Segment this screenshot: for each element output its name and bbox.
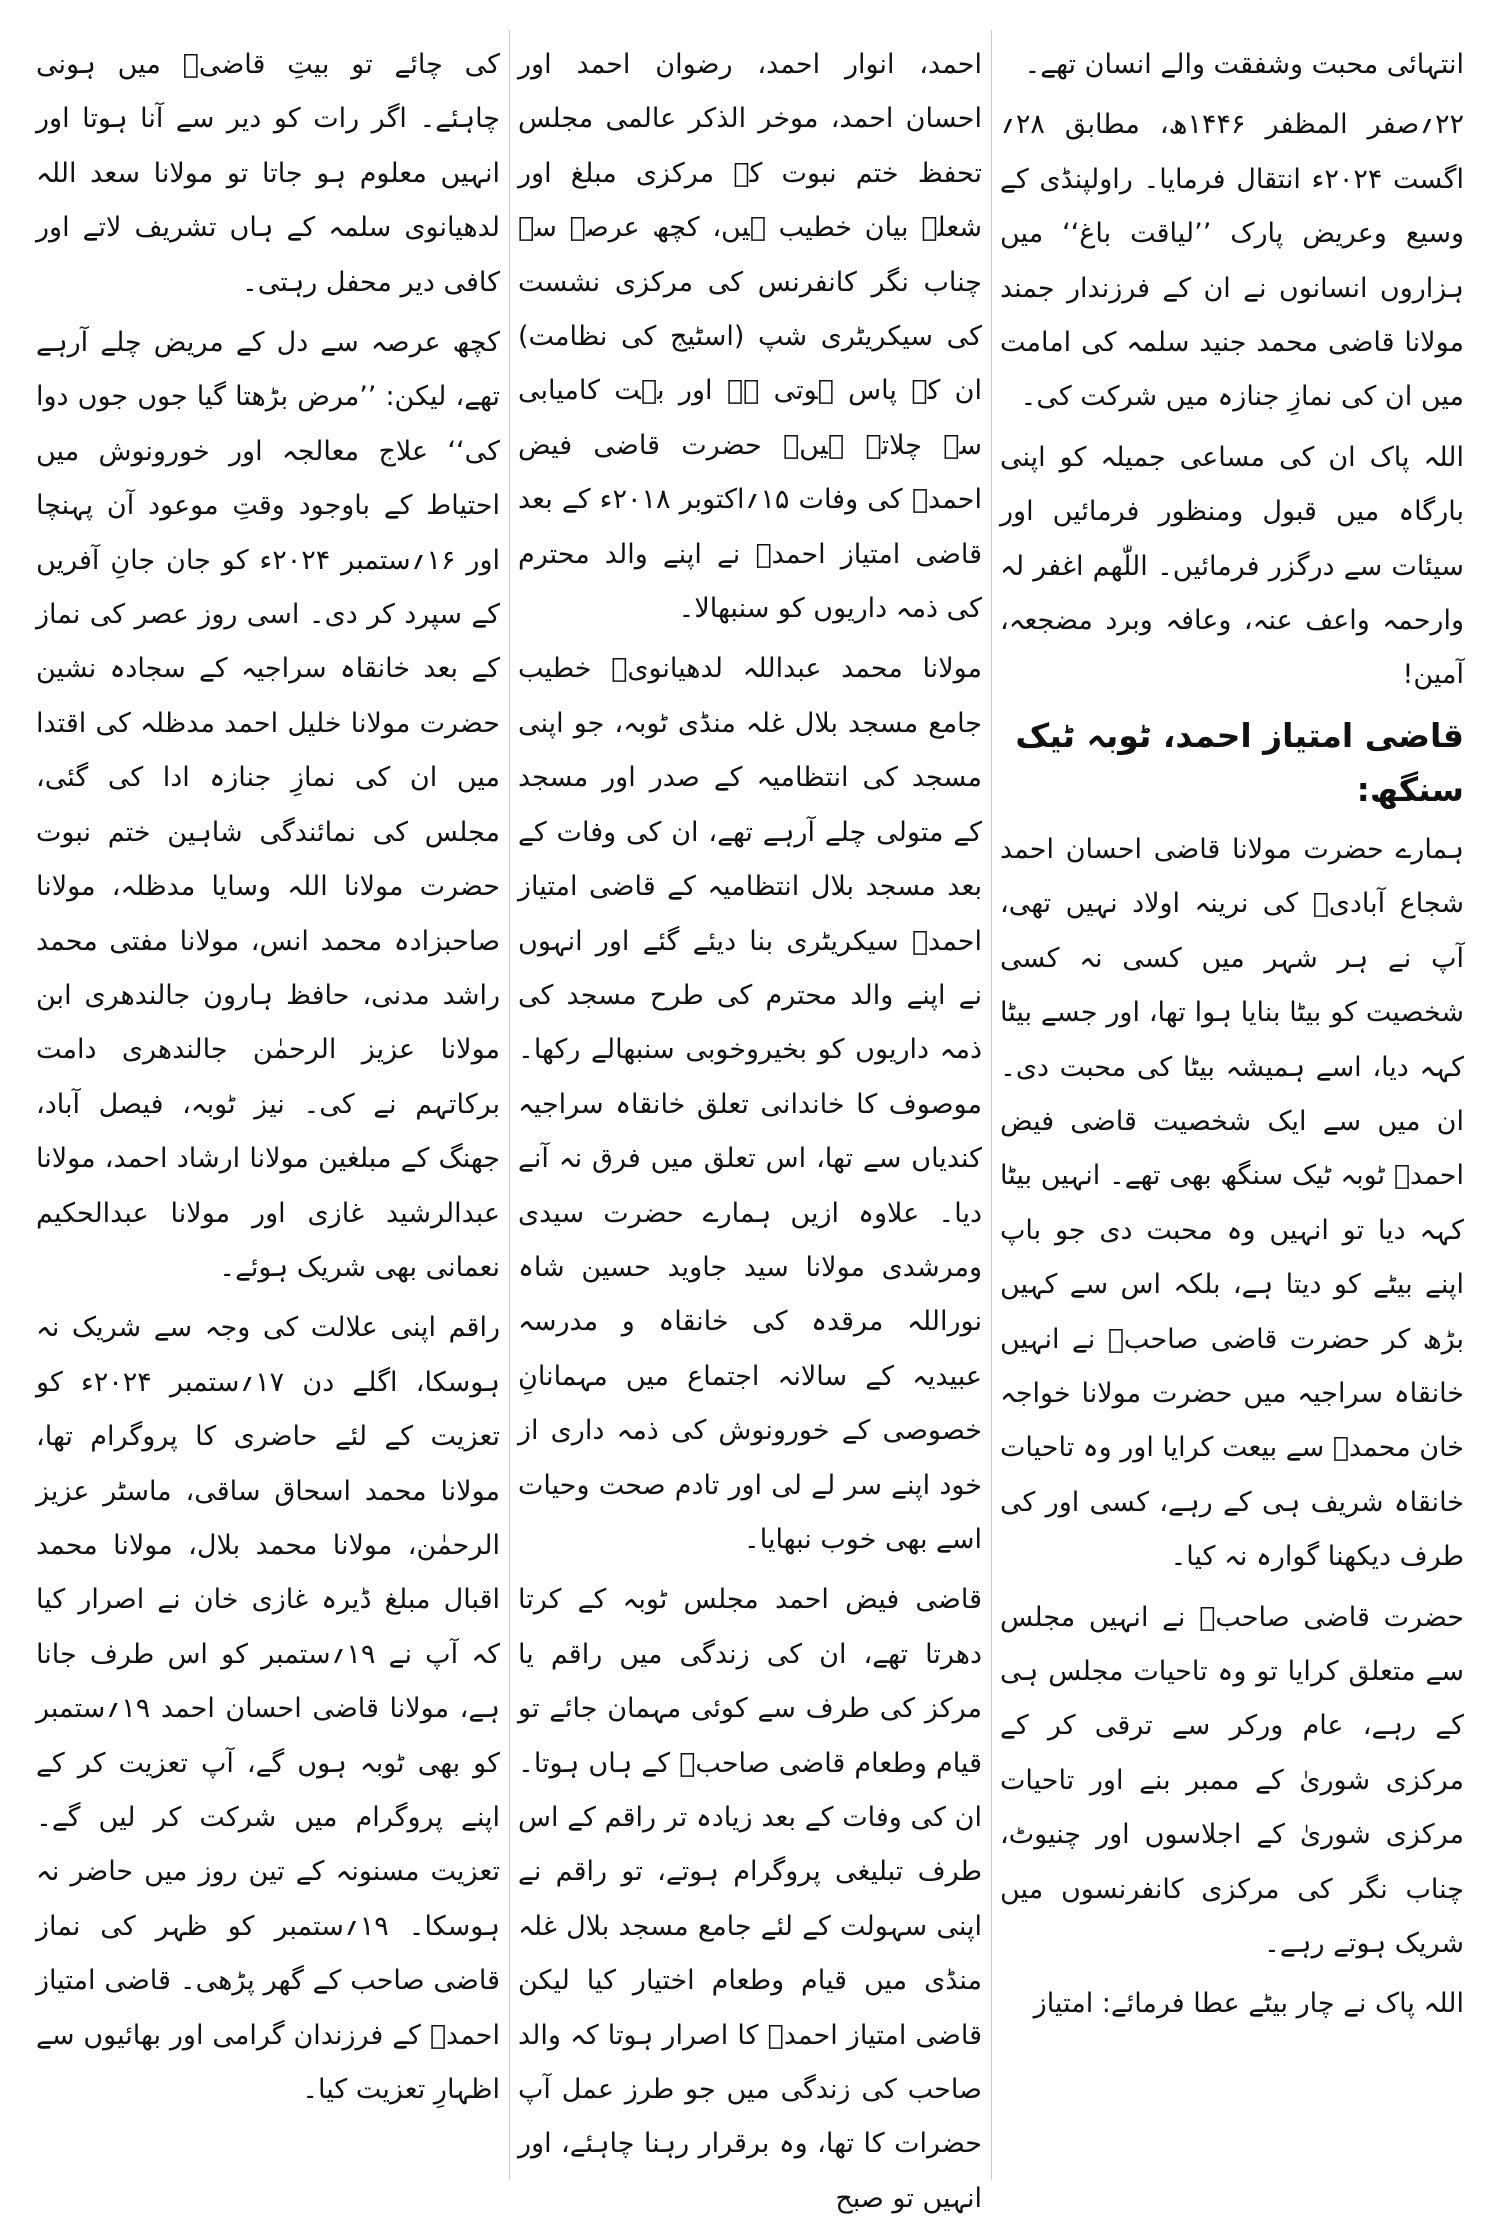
paragraph: ۲۲؍صفر المظفر ۱۴۴۶ھ، مطابق ۲۸؍ اگست ۲۰۲۴ء انتقال فرمایا۔ راولپنڈی کے وسیع وعریض پارک ’’لیاقت باغ‘‘ میں ہزاروں انسانوں نے ان کے فرزندار جمند مولانا قاضی محمد جنید سلمہ کی امامت میں ان کی نمازِ جنازہ میں شرکت کی۔	[1000, 109, 1465, 413]
paragraph: اللہ پاک نے چار بیٹے عطا فرمائے: امتیاز	[1033, 1988, 1464, 2020]
section-heading: قاضی امتیاز احمد، ٹوبہ ٹیک سنگھ:	[1015, 715, 1464, 809]
text-column-left	[36, 38, 500, 2178]
text-column-right	[1000, 38, 1464, 2178]
paragraph: قاضی فیض احمد مجلس ٹوبہ کے کرتا دھرتا تھے، ان کی زندگی میں راقم یا مرکز کی طرف سے کوئی مہمان جائے تو قیام وطعام قاضی صاحبؒ کے ہاں ہوتا۔ ان کی وفات کے بعد زیادہ تر راقم کے اس طرف تبلیغی پروگرام ہوتے، تو راقم نے اپنی سہولت کے لئے جامع مسجد بلال غلہ منڈی میں قیام وطعام اختیار کیا لیکن قاضی امتیاز احمدؒ کا اصرار ہوتا کہ والد صاحب کی زندگی میں جو طرز عمل آپ حضرات کا تھا، وہ برقرار رہنا چاہئے، اور انہیں تو صبح	[518, 1584, 982, 2214]
paragraph: اللہ پاک ان کی مساعی جمیلہ کو اپنی بارگاہ میں قبول ومنظور فرمائیں اور سیئات سے درگزر فرمائیں۔ اللّٰھم اغفر لہ وارحمہ واعف عنہ، وعافہ وبرد مضجعہ، آمین!	[1000, 441, 1464, 691]
paragraph: راقم اپنی علالت کی وجہ سے شریک نہ ہوسکا، اگلے دن ۱۷؍ستمبر ۲۰۲۴ء کو تعزیت کے لئے حاضری کا پروگرام تھا، مولانا محمد اسحاق ساقی، ماسٹر عزیز الرحمٰن، مولانا محمد بلال، مولانا محمد اقبال مبلغ ڈیرہ غازی خان نے اصرار کیا کہ آپ نے ۱۹؍ستمبر کو اس طرف جانا ہے، مولانا قاضی احسان احمد ۱۹؍ستمبر کو بھی ٹوبہ ہوں گے، آپ تعزیت کر کے اپنے پروگرام میں شرکت کر لیں گے۔ تعزیت مسنونہ کے تین روز میں حاضر نہ ہوسکا۔ ۱۹؍ستمبر کو ظہر کی نماز قاضی صاحب کے گھر پڑھی۔ قاضی امتیاز احمدؒ کے فرزندان گرامی اور بھائیوں سے اظہارِ تعزیت کیا۔	[36, 1312, 500, 2106]
column-divider	[509, 30, 510, 2180]
text-column-middle	[518, 38, 982, 2214]
paragraph: کی چائے تو بیتِ قاضیؒ میں ہونی چاہئے۔ اگر رات کو دیر سے آنا ہوتا اور انہیں معلوم ہو جاتا تو مولانا سعد اللہ لدھیانوی سلمہ کے ہاں تشریف لاتے اور کافی دیر محفل رہتی۔	[36, 49, 500, 298]
paragraph: احمد، انوار احمد، رضوان احمد اور احسان احمد، موخر الذکر عالمی مجلس تحفظ ختم نبوت کے مرکزی مبلغ اور شعلہ بیان خطیب ہیں، کچھ عرصہ سے چناب نگر کانفرنس کی مرکزی نشست کی سیکریٹری شپ (اسٹیج کی نظامت) ان کے پاس ہوتی ہے اور بہت کامیابی سے چلاتے ہیں۔ حضرت قاضی فیض احمدؒ کی وفات ۱۵؍اکتوبر ۲۰۱۸ء کے بعد قاضی امتیاز احمدؒ نے اپنے والد محترم کی ذمہ داریوں کو سنبھالا۔	[518, 49, 982, 625]
paragraph: حضرت قاضی صاحبؒ نے انہیں مجلس سے متعلق کرایا تو وہ تاحیات مجلس ہی کے رہے، عام ورکر سے ترقی کر کے مرکزی شوریٰ کے ممبر بنے اور تاحیات مرکزی شوریٰ کے اجلاسوں اور چنیوٹ، چناب نگر کی مرکزی کانفرنسوں میں شریک ہوتے رہے۔	[1000, 1601, 1464, 1959]
paragraph: کچھ عرصہ سے دل کے مریض چلے آرہے تھے، لیکن: ’’مرض بڑھتا گیا جوں جوں دوا کی‘‘ علاج معالجہ اور خورونوش میں احتیاط کے باوجود وقتِ موعود آن پہنچا اور ۱۶؍ستمبر ۲۰۲۴ء کو جان جانِ آفریں کے سپرد کر دی۔ اسی روز عصر کی نماز کے بعد خانقاہ سراجیہ کے سجادہ نشین حضرت مولانا خلیل احمد مدظلہ کی اقتدا میں ان کی نمازِ جنازہ ادا کی گئی، مجلس کی نمائندگی شاہین ختم نبوت حضرت مولانا اللہ وسایا مدظلہ، مولانا صاحبزادہ محمد انس، مولانا مفتی محمد راشد مدنی، حافظ ہارون جالندھری ابن مولانا عزیز الرحمٰن جالندھری دامت برکاتہم نے کی۔ نیز ٹوبہ، فیصل آباد، جھنگ کے مبلغین مولانا ارشاد احمد، مولانا عبدالرشید غازی اور مولانا عبدالحکیم نعمانی بھی شریک ہوئے۔	[36, 327, 500, 1283]
paragraph: مولانا محمد عبداللہ لدھیانویؒ خطیب جامع مسجد بلال غلہ منڈی ٹوبہ، جو اپنی مسجد کی انتظامیہ کے صدر اور مسجد کے متولی چلے آرہے تھے، ان کی وفات کے بعد مسجد بلال انتظامیہ کے قاضی امتیاز احمدؒ سیکریٹری بنا دیئے گئے اور انہوں نے اپنے والد محترم کی طرح مسجد کی ذمہ داریوں کو بخیروخوبی سنبھالے رکھا۔ موصوف کا خاندانی تعلق خانقاہ سراجیہ کندیاں سے تھا، اس تعلق میں فرق نہ آنے دیا۔ علاوہ ازیں ہمارے حضرت سیدی ومرشدی مولانا سید جاوید حسین شاہ نوراللہ مرقدہ کی خانقاہ و مدرسہ عبیدیہ کے سالانہ اجتماع میں مہمانانِ خصوصی کے خورونوش کی ذمہ داری از خود اپنے سر لے لی اور تادم صحت وحیات اسے بھی خوب نبھایا۔	[518, 653, 982, 1555]
paragraph: ہمارے حضرت مولانا قاضی احسان احمد شجاع آبادیؒ کی نرینہ اولاد نہیں تھی، آپ نے ہر شہر میں کسی نہ کسی شخصیت کو بیٹا بنایا ہوا تھا، اور جسے بیٹا کہہ دیا، اسے ہمیشہ بیٹا کی محبت دی۔ ان میں سے ایک شخصیت قاضی فیض احمدؒ ٹوبہ ٹیک سنگھ بھی تھے۔ انہیں بیٹا کہہ دیا تو انہیں وہ محبت دی جو باپ اپنے بیٹے کو دیتا ہے، بلکہ اس سے کہیں بڑھ کر حضرت قاضی صاحبؒ نے انہیں خانقاہ سراجیہ میں حضرت مولانا خواجہ خان محمدؒ سے بیعت کرایا اور وہ تاحیات خانقاہ شریف ہی کے رہے، کسی اور کی طرف دیکھنا گوارہ نہ کیا۔	[1000, 833, 1464, 1573]
column-divider	[991, 30, 992, 2180]
paragraph: انتہائی محبت وشفقت والے انسان تھے۔	[1024, 49, 1464, 80]
